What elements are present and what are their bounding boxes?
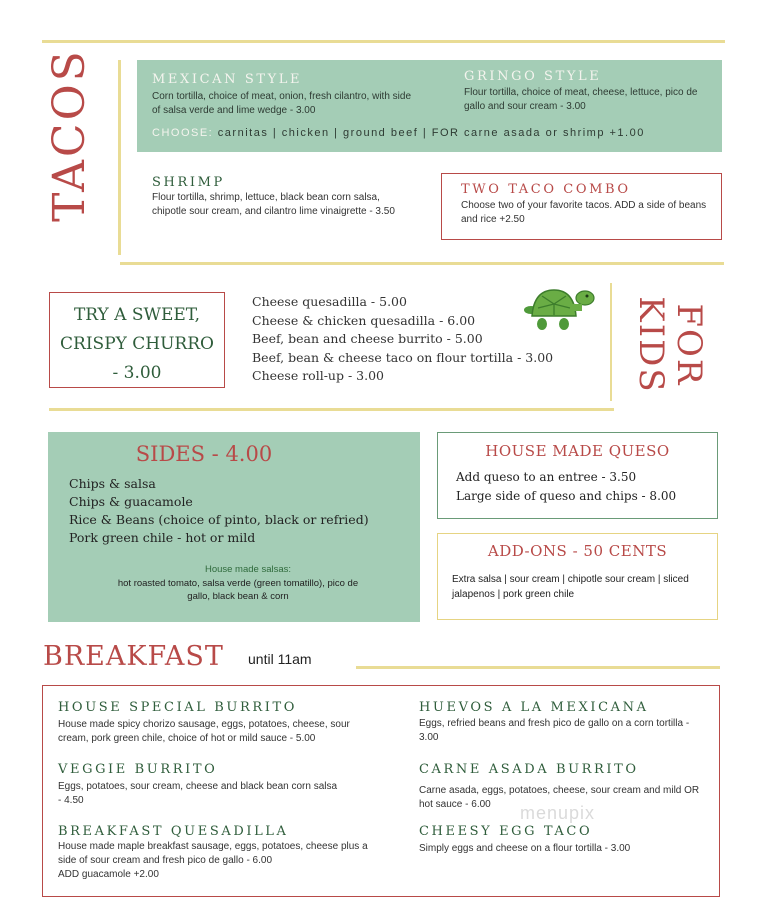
kids-item: Cheese quesadilla - 5.00 bbox=[252, 294, 407, 309]
for-kids-title: FOR KIDS bbox=[631, 296, 709, 394]
breakfast-header-divider bbox=[356, 666, 720, 669]
queso-title: HOUSE MADE QUESO bbox=[485, 442, 670, 460]
queso-item: Add queso to an entree - 3.50 bbox=[456, 470, 637, 484]
veggie-burrito-title: VEGGIE BURRITO bbox=[58, 762, 218, 777]
churro-box: TRY A SWEET, CRISPY CHURRO - 3.00 bbox=[49, 292, 225, 388]
veggie-burrito-desc: Eggs, potatoes, sour cream, cheese and black bean corn salsa - 4.50 bbox=[58, 781, 338, 806]
house-special-burrito-desc: House made spicy chorizo sausage, eggs, potatoes, cheese, sour cream, pork green chile, choice of hot or mild sauce - 5.00 bbox=[58, 719, 350, 744]
addons-text: Extra salsa | sour cream | chipotle sour cream | sliced jalapenos | pork green chile bbox=[452, 574, 689, 600]
breakfast-quesadilla-extra: ADD guacamole +2.00 bbox=[58, 869, 159, 880]
cheesy-egg-taco-desc: Simply eggs and cheese on a flour tortilla - 3.00 bbox=[419, 843, 631, 854]
choose-options: carnitas | chicken | ground beef | FOR carne asada or shrimp +1.00 bbox=[217, 127, 645, 139]
watermark: menupix bbox=[520, 803, 596, 823]
carne-asada-burrito-title: CARNE ASADA BURRITO bbox=[419, 762, 639, 777]
two-taco-combo-desc: Choose two of your favorite tacos. ADD a side of beans and rice +2.50 bbox=[461, 200, 707, 225]
tacos-vertical-divider bbox=[118, 60, 121, 255]
kids-menu-list bbox=[252, 293, 553, 386]
salsas-text: hot roasted tomato, salsa verde (green tomatillo), pico de gallo, black bean & corn bbox=[117, 578, 359, 602]
sides-item: Chips & guacamole bbox=[69, 494, 193, 509]
mexican-style-title: MEXICAN STYLE bbox=[152, 72, 303, 87]
tacos-bottom-divider bbox=[120, 262, 724, 265]
kids-vertical-divider bbox=[610, 283, 612, 401]
shrimp-desc: Flour tortilla, shrimp, lettuce, black bean corn salsa, chipotle sour cream, and cilantro lime vinaigrette - 3.50 bbox=[152, 192, 395, 217]
carne-asada-burrito-desc: Carne asada, eggs, potatoes, cheese, sour cream and mild OR hot sauce - 6.00 bbox=[419, 785, 700, 810]
sides-item: Pork green chile - hot or mild bbox=[69, 530, 256, 545]
gringo-style-title: GRINGO STYLE bbox=[464, 69, 602, 84]
queso-item: Large side of queso and chips - 8.00 bbox=[456, 489, 677, 503]
kids-item: Cheese roll-up - 3.00 bbox=[252, 368, 384, 383]
choose-label: CHOOSE: bbox=[152, 127, 214, 139]
sides-list bbox=[69, 475, 369, 547]
two-taco-combo-title: TWO TACO COMBO bbox=[461, 182, 631, 197]
gringo-style-desc: Flour tortilla, choice of meat, cheese, lettuce, pico de gallo and sour cream - 3.00 bbox=[464, 87, 698, 112]
addons-title: ADD-ONS - 50 CENTS bbox=[487, 542, 668, 560]
salsas-title: House made salsas: bbox=[204, 564, 292, 575]
tacos-title: TACOS bbox=[44, 48, 95, 222]
huevos-title: HUEVOS A LA MEXICANA bbox=[419, 700, 649, 715]
top-divider bbox=[42, 40, 725, 43]
sides-title: SIDES - 4.00 bbox=[135, 442, 273, 466]
kids-item: Cheese & chicken quesadilla - 6.00 bbox=[252, 312, 476, 328]
shrimp-title: SHRIMP bbox=[152, 175, 225, 190]
breakfast-subtitle: until 11am bbox=[248, 651, 312, 667]
sides-item: Rice & Beans (choice of pinto, black or refried) bbox=[69, 512, 369, 527]
breakfast-quesadilla-title: BREAKFAST QUESADILLA bbox=[58, 824, 289, 839]
mexican-style-desc: Corn tortilla, choice of meat, onion, fresh cilantro, with side of salsa verde and lime wedge - 3.00 bbox=[152, 91, 412, 116]
sides-item: Chips & salsa bbox=[69, 476, 156, 491]
kids-item: Beef, bean & cheese taco on flour tortilla - 3.00 bbox=[252, 349, 554, 365]
breakfast-quesadilla-desc: House made maple breakfast sausage, eggs, potatoes, cheese plus a side of sour cream and fresh pico de gallo - 6.00 bbox=[58, 841, 368, 866]
house-special-burrito-title: HOUSE SPECIAL BURRITO bbox=[58, 700, 298, 715]
cheesy-egg-taco-title: CHEESY EGG TACO bbox=[419, 824, 593, 839]
queso-list bbox=[456, 468, 676, 506]
huevos-desc: Eggs, refried beans and fresh pico de gallo on a corn tortilla - 3.00 bbox=[419, 718, 690, 743]
kids-bottom-divider bbox=[49, 408, 614, 411]
choose-line bbox=[152, 127, 645, 139]
breakfast-title: BREAKFAST bbox=[43, 641, 224, 672]
turtle-icon bbox=[520, 284, 596, 334]
kids-item: Beef, bean and cheese burrito - 5.00 bbox=[252, 331, 483, 346]
